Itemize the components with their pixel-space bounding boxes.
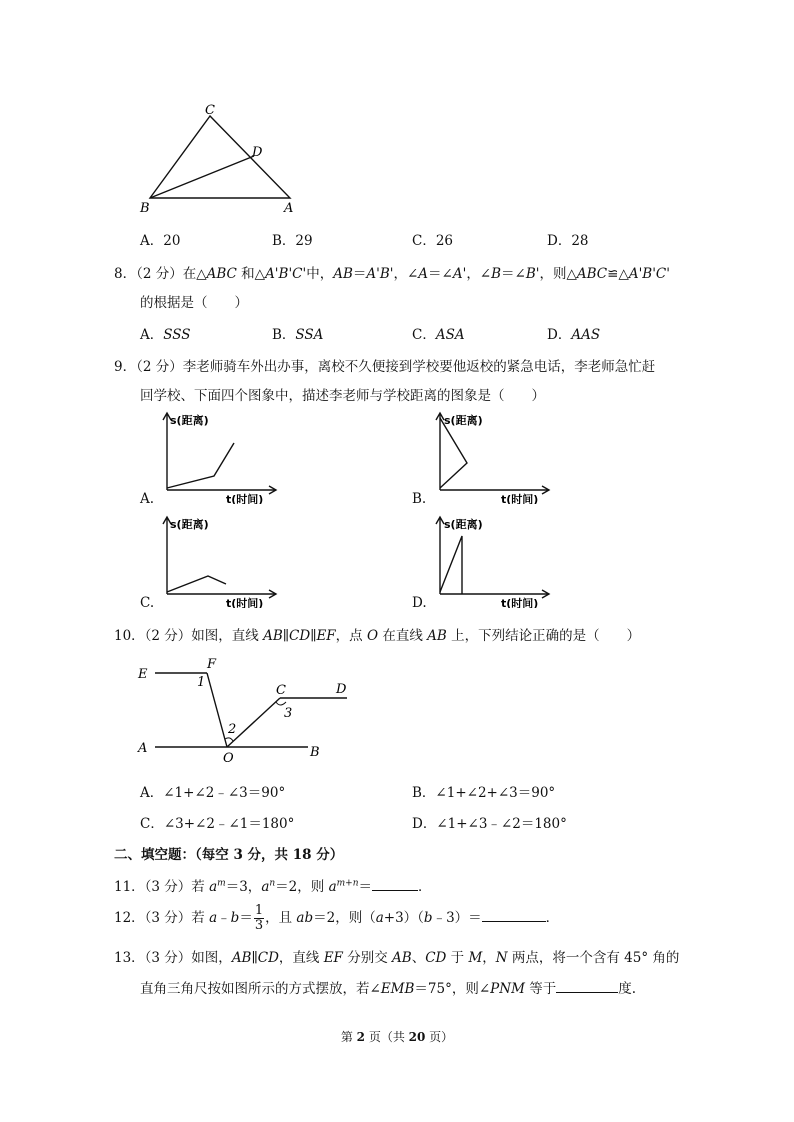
q13-var: EMB — [380, 981, 415, 997]
graph-a-curve — [167, 443, 234, 488]
q13-var: CD — [425, 950, 447, 966]
q8-text: ，则△ — [539, 266, 577, 282]
section-title: 二、填空题：（每空 3 分，共 18 分） — [114, 847, 344, 863]
x-axis-label: t(时间) — [501, 597, 539, 608]
q12-answer-blank[interactable] — [482, 909, 546, 922]
segment-fo — [207, 673, 227, 747]
q9-line2: 回学校、下面四个图象中，描述李老师与学校距离的图象是（ ） — [140, 388, 545, 404]
q8-text: 和△ — [236, 266, 266, 282]
q13-text: ∥ — [251, 950, 258, 966]
q7-option-a[interactable]: A．20 — [140, 233, 181, 249]
angle-arc-2 — [225, 738, 233, 741]
q13-var: AB — [392, 950, 412, 966]
q13-text: 度. — [618, 981, 636, 997]
q12-text: ，且 — [265, 910, 297, 926]
q8-var: B — [491, 266, 502, 282]
y-axis-label: s(距离) — [170, 414, 209, 427]
q10-option-a[interactable]: A．∠1+∠2﹣∠3＝90° — [140, 785, 286, 801]
q13-var: EF — [323, 950, 343, 966]
q13-var: N — [495, 950, 508, 966]
q9-option-d[interactable]: D. — [412, 595, 427, 611]
graph-c-curve — [167, 576, 226, 592]
q10-line1 — [114, 624, 640, 644]
q12-line — [114, 904, 559, 933]
q13-var: AB — [231, 950, 252, 966]
q13-text: 、 — [411, 950, 426, 966]
q10-option-c[interactable]: C．∠3+∠2﹣∠1＝180° — [140, 816, 295, 832]
q8-text: ，∠ — [466, 266, 492, 282]
footer-page-number: 2 — [356, 1030, 365, 1044]
q11-var: a — [328, 879, 337, 895]
fraction-denominator: 3 — [254, 918, 264, 933]
q8-text: ，∠ — [393, 266, 419, 282]
angle-arc-3 — [276, 702, 286, 705]
label-1: 1 — [197, 675, 206, 690]
q10-var: AB — [427, 628, 447, 644]
q8-option-b[interactable] — [272, 323, 323, 343]
q13-answer-blank[interactable] — [556, 980, 618, 993]
label-3: 3 — [284, 706, 293, 721]
option-letter: B． — [272, 327, 296, 343]
q11-text: ＝2，则 — [275, 879, 329, 895]
q13-text: 于 — [446, 950, 469, 966]
q12-text: ． — [545, 910, 560, 926]
footer-total-pages: 20 — [408, 1030, 426, 1044]
y-axis-label: s(距离) — [170, 518, 209, 531]
q11-exp: m — [217, 878, 226, 889]
q10-text: ，点 — [335, 628, 367, 644]
q8-var: ABC — [576, 266, 608, 282]
q10-var: O — [366, 628, 379, 644]
graph-b — [425, 408, 565, 504]
q12-number: 12．（3 分）若 — [114, 910, 210, 926]
q10-option-d[interactable]: D．∠1+∠3﹣∠2＝180° — [412, 816, 567, 832]
q8-var: ABC — [206, 266, 237, 282]
q10-text: 上，下列结论正确的是（ ） — [446, 628, 641, 644]
page-footer — [0, 1028, 794, 1045]
label-b: B — [140, 201, 150, 216]
q13-line1 — [114, 946, 679, 966]
q11-text: ＝ — [358, 879, 372, 895]
q8-text: ＝∠ — [501, 266, 526, 282]
x-axis-label: t(时间) — [501, 493, 539, 504]
q8-text: 在△ — [182, 266, 207, 282]
label-2: 2 — [228, 722, 237, 737]
y-axis-label: s(距离) — [444, 518, 483, 531]
q8-text: ≌△ — [607, 266, 629, 282]
q7-option-c[interactable]: C．26 — [412, 233, 454, 249]
label-d: D — [336, 682, 347, 697]
footer-text: 页（共 — [365, 1030, 409, 1044]
q12-var: ab — [296, 910, 314, 926]
q8-option-d[interactable] — [547, 323, 600, 343]
footer-text: 页） — [425, 1030, 454, 1044]
q8-var: A — [418, 266, 429, 282]
q9-option-b[interactable]: B. — [412, 491, 427, 507]
q8-line1 — [114, 262, 670, 282]
q13-text: 等于 — [524, 981, 557, 997]
q8-text: 中， — [306, 266, 334, 282]
q10-option-b[interactable]: B．∠1+∠2+∠3＝90° — [412, 785, 556, 801]
option-letter: A． — [140, 327, 164, 343]
q8-var: AB — [333, 266, 353, 282]
q8-text: ＝∠ — [428, 266, 453, 282]
q8-var: A'B'C' — [265, 266, 307, 282]
label-a: A — [138, 741, 148, 756]
q12-var: b — [230, 910, 240, 926]
q8-option-c[interactable] — [412, 323, 465, 343]
option-letter: D． — [547, 327, 572, 343]
q13-text: ＝75°，则∠ — [414, 981, 491, 997]
q9-option-a[interactable]: A. — [140, 491, 155, 507]
q8-var: A'B'C' — [628, 266, 670, 282]
graph-c — [150, 512, 290, 608]
q13-var: CD — [257, 950, 279, 966]
q8-option-a[interactable] — [140, 323, 191, 343]
q10-text: ∥ — [282, 628, 290, 644]
q12-text: ﹣3）＝ — [432, 910, 482, 926]
q13-text: 分别交 — [342, 950, 393, 966]
graph-d — [425, 512, 565, 608]
q8-text: ＝ — [352, 266, 367, 282]
option-letter: C． — [412, 327, 436, 343]
parallel-lines-figure — [130, 650, 370, 765]
q11-number: 11．（3 分）若 — [114, 879, 210, 895]
y-axis-label: s(距离) — [444, 414, 483, 427]
q9-option-c[interactable]: C. — [140, 595, 155, 611]
q13-text: ，直线 — [278, 950, 324, 966]
footer-text: 第 — [340, 1030, 357, 1044]
x-axis-label: t(时间) — [226, 597, 264, 608]
label-d: D — [252, 145, 263, 160]
q8-var: A'B' — [366, 266, 394, 282]
q13-line2 — [140, 977, 636, 997]
q12-text: +3）（ — [383, 910, 424, 926]
q12-var: a — [375, 910, 384, 926]
q8-line2: 的根据是（ ） — [140, 295, 248, 311]
q13-var: PNM — [490, 981, 525, 997]
label-f: F — [207, 657, 217, 672]
q8-number: 8．（2 分） — [114, 266, 183, 282]
label-c: C — [205, 103, 215, 118]
label-o: O — [223, 751, 234, 765]
q13-var: M — [468, 950, 483, 966]
q10-number: 10．（2 分）如图，直线 — [114, 628, 264, 644]
q13-text: 13．（3 分）如图， — [114, 950, 232, 966]
q12-var: b — [423, 910, 433, 926]
q11-var: a — [261, 879, 270, 895]
q12-text: ＝2，则（ — [313, 910, 376, 926]
q10-text: 在直线 — [378, 628, 428, 644]
triangle-abc — [150, 116, 290, 198]
q13-text: 直角三角尺按如图所示的方式摆放，若∠ — [140, 981, 381, 997]
x-axis-label: t(时间) — [226, 493, 264, 504]
triangle-figure — [130, 100, 310, 220]
label-a: A — [284, 201, 294, 216]
option-text: ASA — [435, 327, 465, 343]
q11-var: a — [209, 879, 218, 895]
q12-text: ﹣ — [217, 910, 231, 926]
q8-var: A' — [452, 266, 467, 282]
q11-exp: m+n — [336, 878, 359, 889]
option-text: SSA — [295, 327, 324, 343]
q12-var: a — [209, 910, 218, 926]
graph-a — [150, 408, 290, 504]
q11-text: ＝3， — [225, 879, 262, 895]
graph-d-curve — [440, 536, 462, 594]
label-e: E — [138, 667, 148, 682]
q8-var: B' — [525, 266, 540, 282]
q13-text: ， — [482, 950, 496, 966]
q10-var: AB — [263, 628, 283, 644]
label-c: C — [276, 683, 286, 698]
graph-b-curve — [440, 418, 467, 488]
q9-line1: 9．（2 分）李老师骑车外出办事，离校不久便接到学校要他返校的紧急电话，李老师急忙赶 — [114, 359, 656, 375]
q11-line — [114, 875, 432, 895]
q12-text: ＝ — [239, 910, 253, 926]
fraction — [254, 904, 264, 933]
q11-text: ． — [418, 879, 432, 895]
q7-option-d[interactable]: D．28 — [547, 233, 589, 249]
fraction-numerator: 1 — [254, 903, 264, 918]
q10-var: EF — [316, 628, 336, 644]
label-b: B — [310, 745, 320, 760]
option-text: SSS — [163, 327, 191, 343]
q11-exp: n — [269, 878, 276, 889]
option-text: AAS — [571, 327, 601, 343]
q13-text: 两点，将一个含有 45° 角的 — [507, 950, 680, 966]
q10-var: CD — [289, 628, 311, 644]
q7-option-b[interactable]: B．29 — [272, 233, 313, 249]
q11-answer-blank[interactable] — [372, 878, 418, 891]
q10-text: ∥ — [310, 628, 317, 644]
